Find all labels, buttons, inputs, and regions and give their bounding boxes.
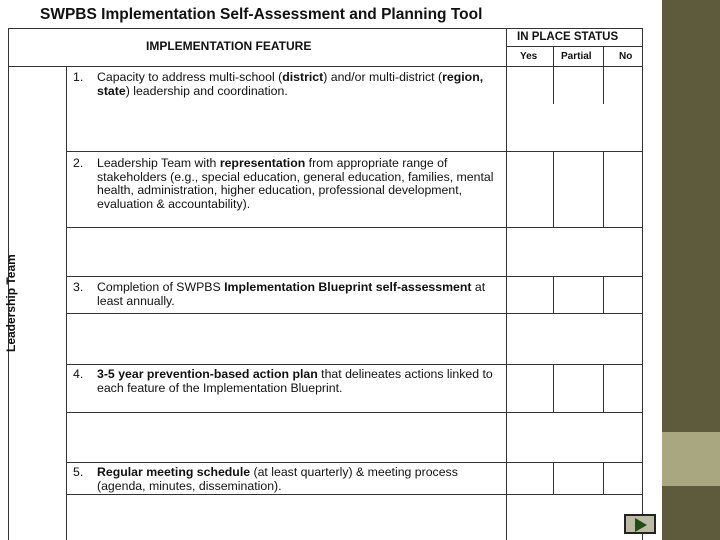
header-yes: Yes: [520, 51, 538, 62]
status-divider: [553, 276, 554, 313]
feature-item-2: [73, 157, 498, 211]
header-status-divider: [506, 46, 642, 47]
item-number: 5.: [73, 465, 84, 479]
play-arrow-icon: [635, 518, 647, 532]
feature-column-divider: [506, 28, 507, 540]
row-border: [66, 364, 642, 365]
status-divider: [603, 462, 604, 494]
label-column-divider: [66, 66, 67, 540]
row-border: [66, 151, 642, 152]
feature-item-4: [73, 368, 498, 395]
item-number: 3.: [73, 280, 84, 294]
header-bottom-border: [8, 66, 642, 67]
status-divider: [553, 151, 554, 227]
status-divider: [603, 276, 604, 313]
header-partial: Partial: [561, 51, 592, 62]
feature-item-5: [73, 466, 498, 493]
item-text: Completion of SWPBS Implementation Blueprint self-assessment at least annually.: [97, 280, 486, 308]
section-label-leadership-team: Leadership Team: [4, 254, 18, 352]
item-number: 4.: [73, 367, 84, 381]
table-border-top: [8, 28, 642, 29]
status-divider: [603, 46, 604, 104]
item-number: 2.: [73, 156, 84, 170]
document-title: SWPBS Implementation Self-Assessment and Planning Tool: [40, 6, 483, 23]
table-border-right: [642, 28, 643, 540]
status-divider: [553, 462, 554, 494]
item-text: Leadership Team with representation from appropriate range of stakeholders (e.g., special education, general education, families, mental health, administration, higher education, professional development, evaluation & accountability).: [97, 156, 494, 211]
row-border: [66, 227, 642, 228]
item-text: Capacity to address multi-school (district) and/or multi-district (region, state) leadership and coordination.: [97, 70, 484, 98]
header-no: No: [619, 51, 633, 62]
row-border: [66, 462, 642, 463]
status-divider: [553, 46, 554, 104]
slide-sidebar-band: [662, 432, 720, 486]
header-implementation-feature: IMPLEMENTATION FEATURE: [146, 39, 312, 53]
next-slide-button[interactable]: [624, 514, 656, 534]
status-divider: [553, 364, 554, 412]
status-divider: [603, 364, 604, 412]
header-in-place-status: IN PLACE STATUS: [517, 31, 619, 43]
item-number: 1.: [73, 70, 84, 84]
item-text: Regular meeting schedule (at least quarterly) & meeting process (agenda, minutes, dissemination).: [97, 465, 458, 493]
row-border: [66, 494, 642, 495]
feature-item-3: [73, 281, 498, 308]
row-border: [66, 276, 642, 277]
status-divider: [603, 151, 604, 227]
item-text: 3-5 year prevention-based action plan that delineates actions linked to each feature of the Implementation Blueprint.: [97, 367, 493, 395]
row-border: [66, 313, 642, 314]
feature-item-1: [73, 71, 498, 98]
row-border: [66, 412, 642, 413]
